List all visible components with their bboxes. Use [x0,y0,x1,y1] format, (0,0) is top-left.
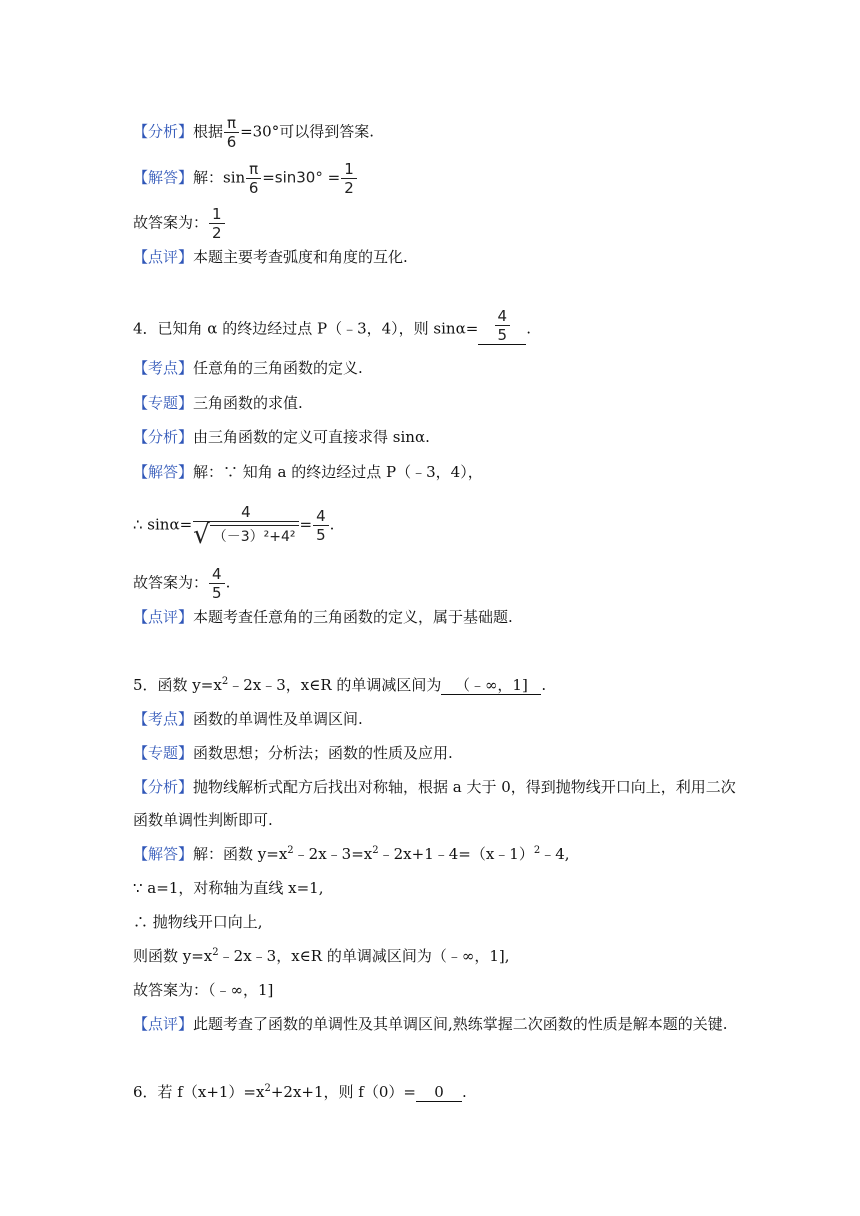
answer-blank: （﹣∞，1] [441,676,541,695]
b4-jieda-line: 【解答】解：∵ 知角 a 的终边经过点 P（﹣3，4）， [133,463,483,481]
b4-fenxi-line: 【分析】由三角函数的定义可直接求得 sinα. [133,428,430,446]
b5-fenxi-line-2: 函数单调性判断即可. [133,811,273,829]
fraction: $\frac{\pi}{6}$ [224,114,239,151]
b4-answer-line: 故答案为： $\frac{4}{5}$ . [133,565,231,602]
b4-zhuanti-line: 【专题】三角函数的求值. [133,394,303,412]
b4-dianping-line: 【点评】本题考查任意角的三角函数的定义，属于基础题. [133,608,513,626]
fraction: $\frac{1}{2}$ [341,160,357,197]
b5-opening-line: ∴ 抛物线开口向上, [133,913,263,931]
fraction: $\frac{1}{2}$ [209,205,225,242]
q6-question: 6．若 $f(x+1)=x^2+2x+1$，则 f（0）= 0 . [133,1083,467,1101]
zhuanti-tag: 【专题】 [133,394,194,412]
b3-fenxi-line: 【分析】根据 $\frac{\pi}{6}$ =30°可以得到答案. [133,114,374,151]
fenxi-tag: 【分析】 [133,122,194,141]
b5-symmetry-line: ∵ a=1，对称轴为直线 x=1, [133,879,324,897]
fenxi-tag: 【分析】 [133,778,194,796]
fraction: $\frac{4}{5}$ [313,507,329,544]
dianping-tag: 【点评】 [133,608,194,626]
b5-answer-line: 故答案为：（﹣∞，1] [133,981,274,999]
answer-blank: 0 [416,1083,462,1102]
fraction: $\frac{4}{5}$ [209,565,225,602]
b3-dianping-line: 【点评】本题主要考查弧度和角度的互化. [133,248,408,266]
b5-zhuanti-line: 【专题】函数思想；分析法；函数的性质及应用. [133,744,453,762]
fraction: $\frac{\pi}{6}$ [246,160,261,197]
b5-conclusion-line: 则函数 $y=x^2﹣2x﹣3$，x∈R 的单调减区间为（﹣∞，1], [133,947,510,965]
fenxi-tag: 【分析】 [133,428,194,446]
b5-fenxi-line: 【分析】抛物线解析式配方后找出对称轴，根据 a 大于 0，得到抛物线开口向上，利用二次 [133,778,736,796]
q5-question: 5．函数 $y=x^2﹣2x﹣3$，x∈R 的单调减区间为 （﹣∞，1] . [133,676,547,694]
dianping-tag: 【点评】 [133,248,194,266]
jieda-tag: 【解答】 [133,168,194,187]
b5-jieda-line: 【解答】解：函数 $y=x^2﹣2x﹣3=x^2﹣2x+1﹣4=(x﹣1)^2﹣4$, [133,845,570,863]
zhuanti-tag: 【专题】 [133,744,194,762]
b5-dianping-line: 【点评】此题考查了函数的单调性及其单调区间,熟练掌握二次函数的性质是解本题的关键. [133,1015,728,1033]
kaodian-tag: 【考点】 [133,710,194,728]
b3-answer-line: 故答案为： $\frac{1}{2}$ [133,205,226,242]
b5-kaodian-line: 【考点】函数的单调性及单调区间. [133,710,363,728]
jieda-tag: 【解答】 [133,463,194,481]
q4-question: 4．已知角 α 的终边经过点 P（﹣3，4），则 sinα= $\frac{4}{5}$ . [133,307,532,344]
jieda-tag: 【解答】 [133,845,194,863]
b4-kaodian-line: 【考点】任意角的三角函数的定义. [133,359,363,377]
square-root: √ （－3）²+4² [193,522,298,548]
fraction: $\frac{4}{\text{√ （－3）²+4²}}$ [193,503,298,548]
kaodian-tag: 【考点】 [133,359,194,377]
answer-blank: $\frac{4}{5}$ [478,315,526,345]
b3-jieda-line: 【解答】解：sin $\frac{\pi}{6}$ =sin30° = $\frac{1}{2}$ [133,160,358,197]
b4-calc-line: ∴ sinα= $\frac{4}{\text{√ （－3）²+4²}}$ = $\frac{4}{5}$ . [133,503,335,550]
dianping-tag: 【点评】 [133,1015,194,1033]
